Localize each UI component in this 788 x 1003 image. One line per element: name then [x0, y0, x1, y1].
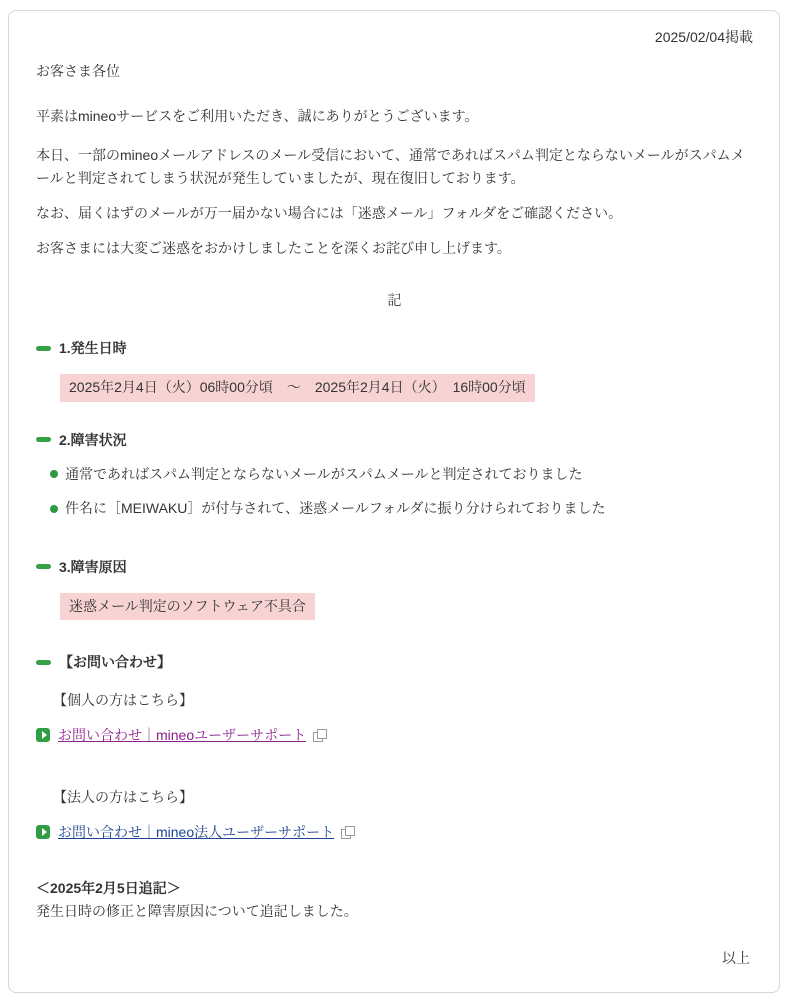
- link-arrow-icon: [36, 825, 50, 839]
- cause-highlight: 迷惑メール判定のソフトウェア不具合: [60, 593, 315, 620]
- bullet-dot-icon: [50, 505, 58, 513]
- postscript-title: ＜2025年2月5日追記＞: [36, 880, 181, 897]
- external-link-icon: [313, 729, 327, 742]
- section-title: 2.障害状況: [59, 431, 127, 448]
- personal-support-link[interactable]: お問い合わせ｜mineoユーザーサポート: [58, 727, 307, 744]
- notice-panel: [8, 10, 780, 993]
- section-dash-icon: [36, 437, 51, 442]
- intro-paragraph-incident: 本日、一部のmineoメールアドレスのメール受信において、通常であればスパム判定とならないメールがスパムメールと判定されてしまう状況が発生していましたが、現在復旧しております。: [36, 147, 745, 187]
- posted-date: 2025/02/04掲載: [654, 29, 753, 45]
- personal-contact-label: 【個人の方はこちら】: [53, 692, 193, 709]
- section-title: 3.障害原因: [59, 558, 127, 575]
- corporate-contact-label: 【法人の方はこちら】: [53, 789, 193, 806]
- corporate-support-link-row: [36, 822, 753, 842]
- section-heading-status: [36, 430, 753, 450]
- section-heading-occurrence: [36, 338, 753, 358]
- status-item-text: 件名に［MEIWAKU］が付与されて、迷惑メールフォルダに振り分けられておりました: [65, 500, 606, 517]
- closing-marker: 以上: [722, 950, 750, 967]
- intro-paragraph-advice: なお、届くはずのメールが万一届かない場合には「迷惑メール」フォルダをご確認ください。: [36, 205, 623, 222]
- section-dash-icon: [36, 660, 51, 665]
- bullet-dot-icon: [50, 470, 58, 478]
- section-title: 【お問い合わせ】: [59, 654, 171, 671]
- section-title: 1.発生日時: [59, 340, 127, 357]
- status-item-text: 通常であればスパム判定とならないメールがスパムメールと判定されておりました: [65, 465, 583, 482]
- salutation: お客さま各位: [36, 63, 120, 79]
- section-dash-icon: [36, 346, 51, 351]
- corporate-support-link[interactable]: お問い合わせ｜mineo法人ユーザーサポート: [58, 824, 335, 841]
- link-arrow-icon: [36, 728, 50, 742]
- personal-support-link-row: [36, 725, 753, 745]
- external-link-icon: [341, 826, 355, 839]
- section-heading-cause: [36, 557, 753, 577]
- record-marker: 記: [387, 292, 402, 309]
- section-dash-icon: [36, 564, 51, 569]
- section-heading-contact: [36, 652, 753, 672]
- status-list-item: [50, 465, 753, 485]
- status-list-item: [50, 499, 753, 519]
- occurrence-period-highlight: 2025年2月4日（火）06時00分頃 ～ 2025年2月4日（火） 16時00分頃: [60, 374, 535, 401]
- intro-paragraph-apology: お客さまには大変ご迷惑をおかけしましたことを深くお詫び申し上げます。: [36, 240, 511, 257]
- postscript-text: 発生日時の修正と障害原因について追記しました。: [36, 903, 358, 920]
- intro-paragraph-greeting: 平素はmineoサービスをご利用いただき、誠にありがとうございます。: [36, 108, 479, 124]
